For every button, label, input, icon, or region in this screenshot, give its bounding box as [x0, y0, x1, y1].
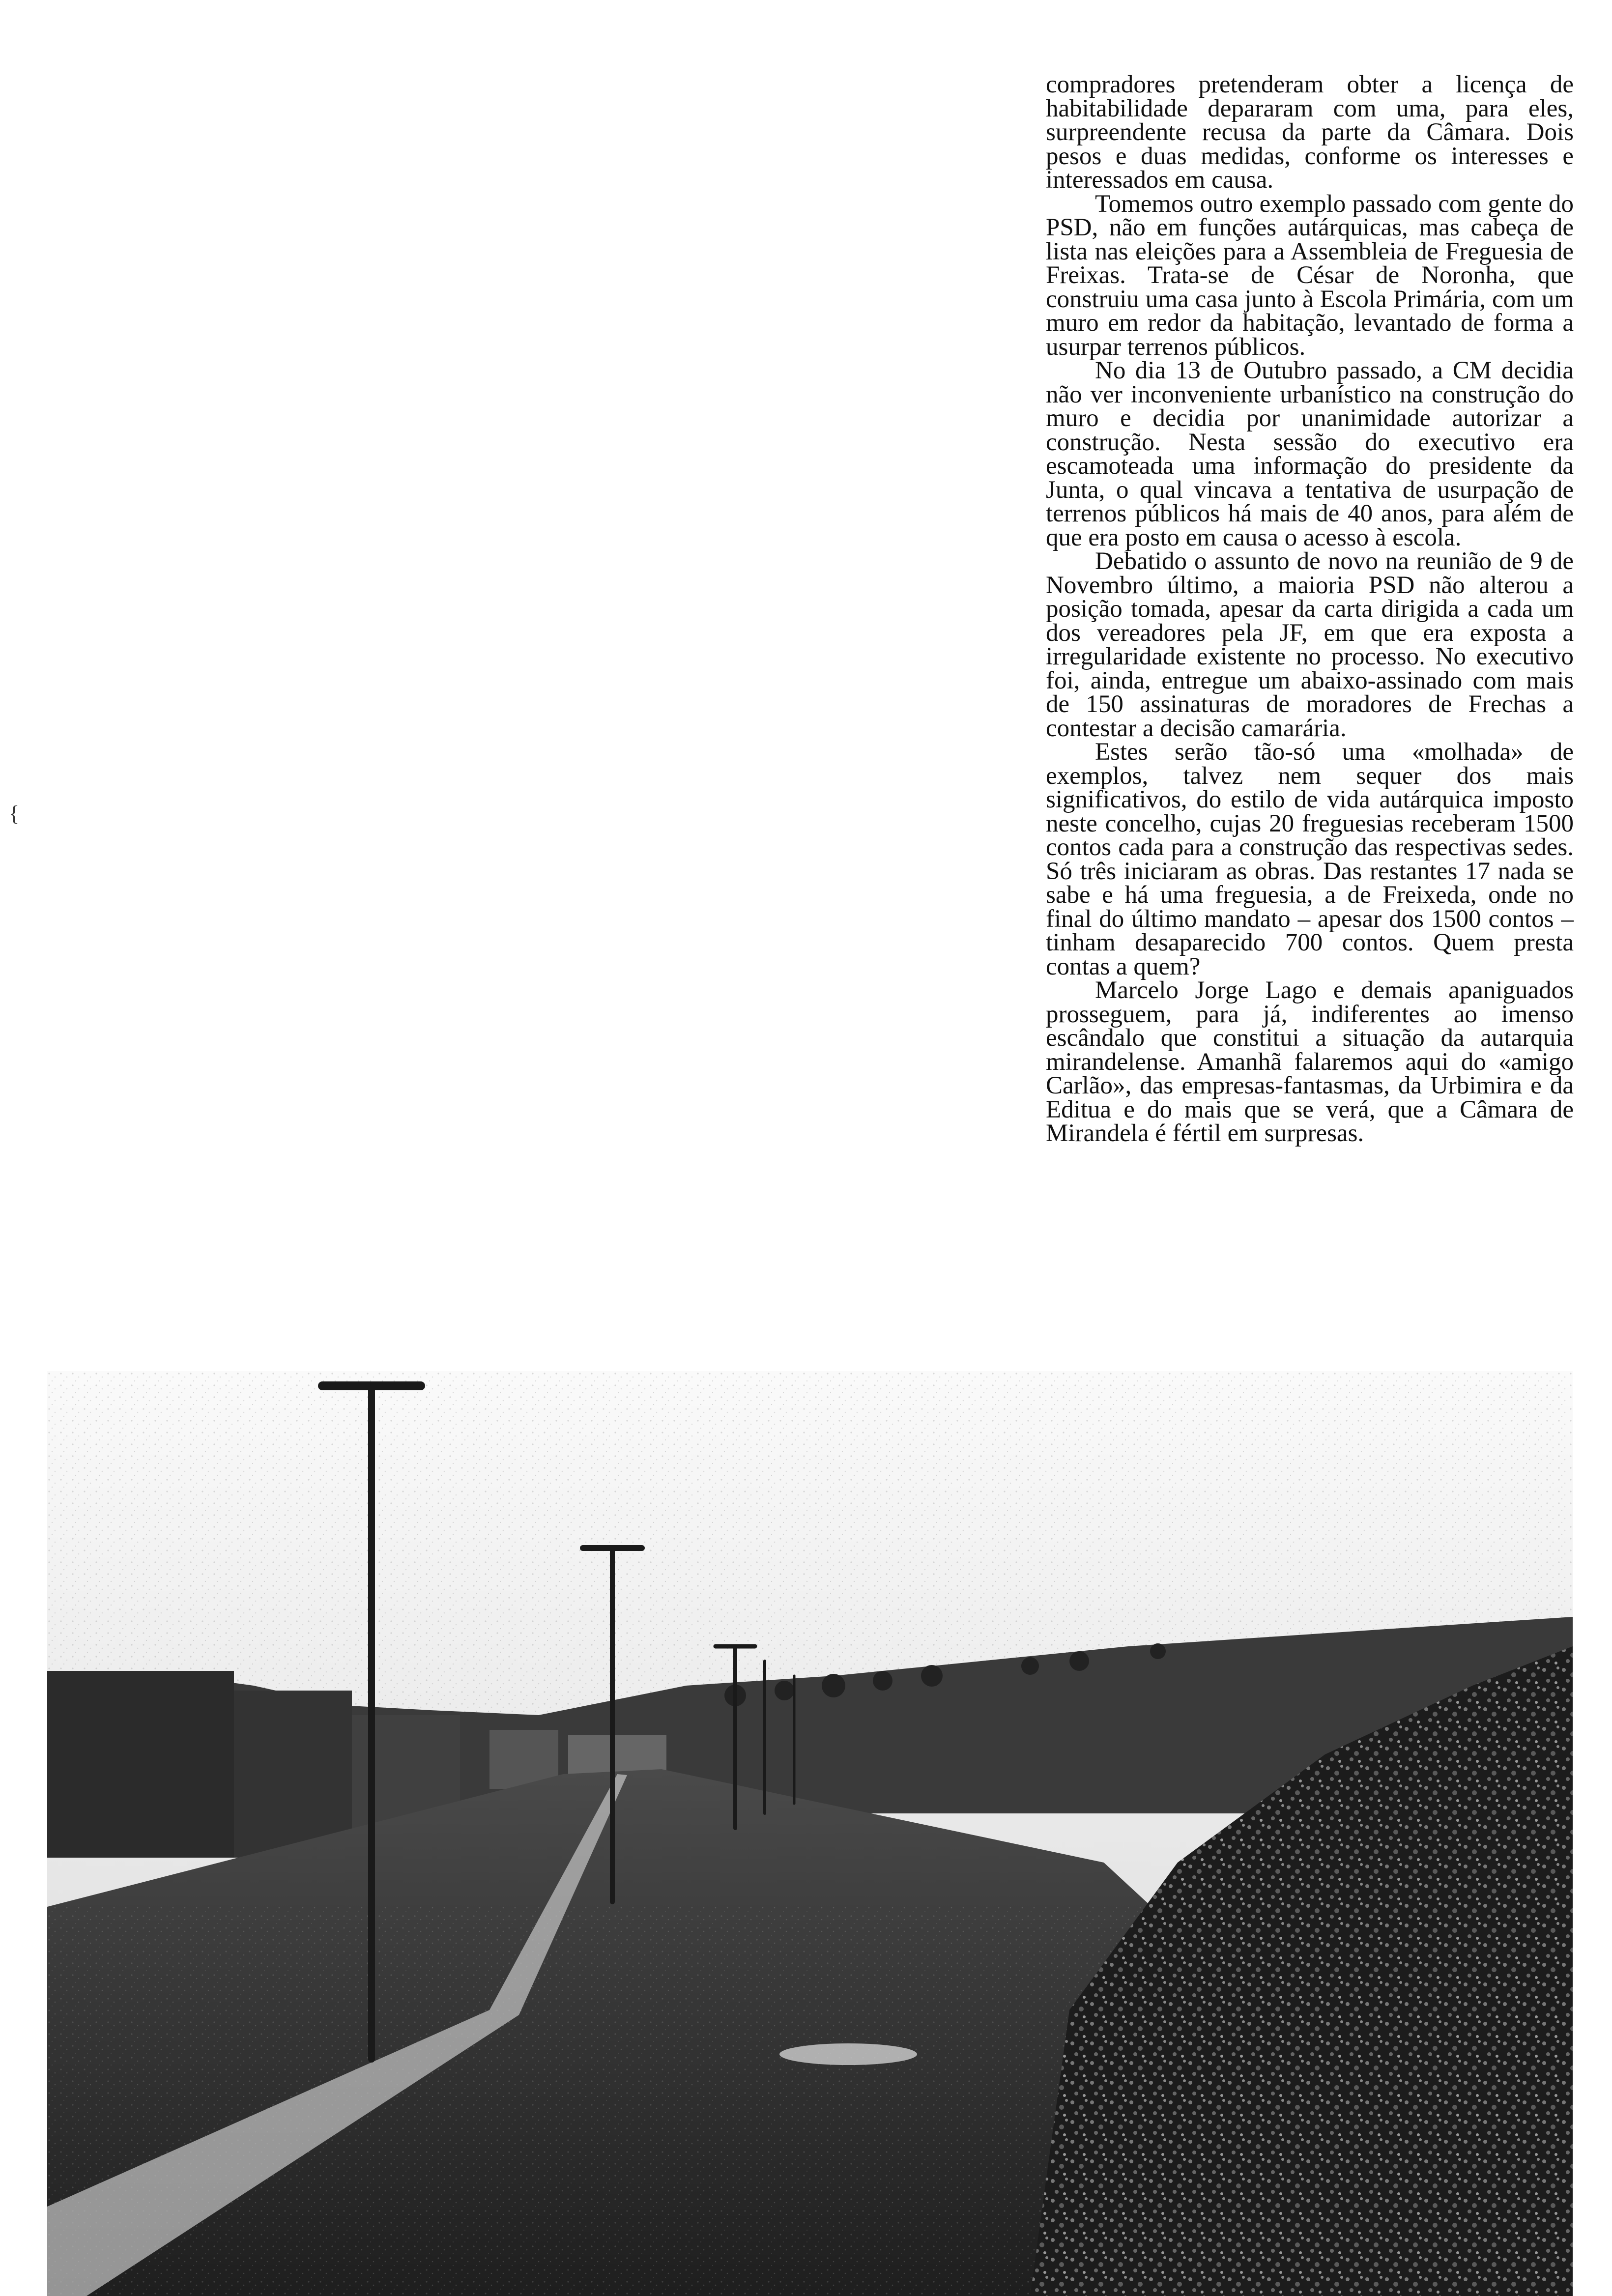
photo-illustration	[47, 1371, 1573, 2296]
road-with-streetlights-photo	[47, 1371, 1573, 2296]
article-column	[1046, 73, 1574, 1146]
article-paragraph-3: No dia 13 de Outubro passado, a CM decidia não ver inconveniente urbanístico na construção do muro e decidia por unanimidade autorizar a construção. Nesta sessão do executivo era escamoteada uma informação do presidente da Junta, o qual vincava a tentativa de usurpação de terrenos públicos há mais de 40 anos, para além de que era posto em causa o acesso à escola.	[1046, 357, 1574, 551]
margin-mark: {	[9, 802, 20, 826]
article-paragraph-2: Tomemos outro exemplo passado com gente do PSD, não em funções autárquicas, mas cabeça de lista nas eleições para a Assembleia de Freguesia de Freixas. Trata-se de César de Noronha, que construiu uma casa junto à Escola Primária, com um muro em redor da habitação, levantado de forma a usurpar terrenos públicos.	[1046, 190, 1574, 361]
article-paragraph-5: Estes serão tão-só uma «molhada» de exemplos, talvez nem sequer dos mais significativos, do estilo de vida autárquica imposto neste concelho, cujas 20 freguesias receberam 1500 contos cada para a construção das respectivas sedes. Só três iniciaram as obras. Das restantes 17 nada se sabe e há uma freguesia, a de Freixeda, onde no final do último mandato – apesar dos 1500 contos – tinham desaparecido 700 contos. Quem presta contas a quem?	[1046, 738, 1574, 980]
article-paragraph-6: Marcelo Jorge Lago e demais apaniguados prosseguem, para já, indiferentes ao imenso escândalo que constitui a situação da autarquia mirandelense. Amanhã falaremos aqui do «amigo Carlão», das empresas-fantasmas, da Urbimira e da Editua e do mais que se verá, que a Câmara de Mirandela é fértil em surpresas.	[1046, 976, 1574, 1147]
article-paragraph-1: compradores pretenderam obter a licença de habitabilidade depararam com uma, para eles, surpreendente recusa da parte da Câmara. Dois pesos e duas medidas, conforme os interesses e interessados em causa.	[1046, 71, 1574, 194]
article-paragraph-4: Debatido o assunto de novo na reunião de 9 de Novembro último, a maioria PSD não alterou a posição tomada, apesar da carta dirigida a cada um dos vereadores pela JF, em que era exposta a irregularidade existente no processo. No executivo foi, ainda, entregue um abaixo-assinado com mais de 150 assinaturas de moradores de Frechas a contestar a decisão camarária.	[1046, 547, 1574, 742]
